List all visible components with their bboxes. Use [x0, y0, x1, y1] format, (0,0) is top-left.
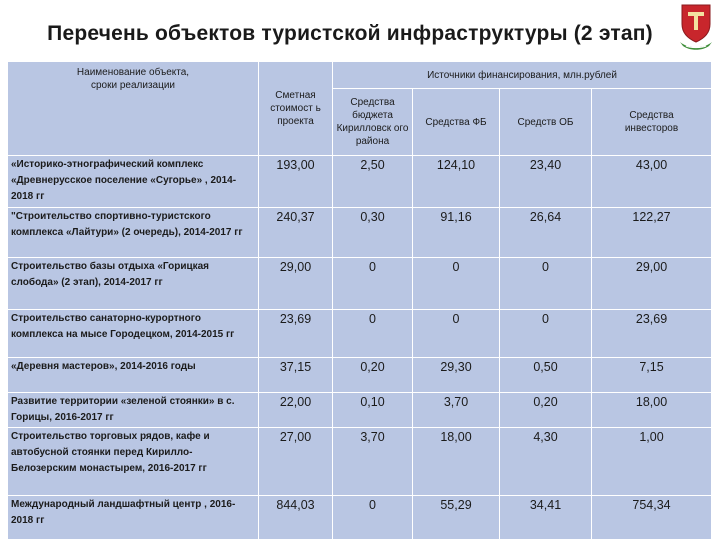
fb-value: 18,00: [413, 428, 500, 496]
table-row: [8, 208, 712, 258]
infrastructure-table: [6, 60, 712, 540]
object-name: Международный ландшафтный центр , 2016-2018 гг: [8, 496, 259, 550]
estimate-value: 193,00: [259, 156, 333, 208]
estimate-value: 22,00: [259, 393, 333, 428]
ob-value: 26,64: [500, 208, 592, 258]
object-name: Строительство санаторно-курортного комплекса на мысе Городецком, 2014-2015 гг: [8, 310, 259, 358]
header-district-budget: Средства бюджета Кирилловск ого района: [333, 89, 413, 156]
investors-value: 122,27: [592, 208, 712, 258]
object-name: «Историко-этнографический комплекс «Древнерусское поселение «Сугорье» , 2014-2018 гг: [8, 156, 259, 208]
object-name: "Строительство спортивно-туристского комплекса «Лайтури» (2 очередь), 2014-2017 гг: [8, 208, 259, 258]
ob-value: 4,30: [500, 428, 592, 496]
page-title: Перечень объектов туристской инфраструктуры (2 этап): [47, 22, 653, 45]
ob-value: 0,20: [500, 393, 592, 428]
coat-of-arms-icon: [676, 2, 716, 52]
table-row: [8, 310, 712, 358]
header-regional-budget: Средств ОБ: [500, 89, 592, 156]
district-value: 0,10: [333, 393, 413, 428]
object-name: Развитие территории «зеленой стоянки» в с. Горицы, 2016-2017 гг: [8, 393, 259, 428]
header-estimate: Сметная стоимост ь проекта: [259, 62, 333, 156]
investors-value: 29,00: [592, 258, 712, 310]
investors-value: 18,00: [592, 393, 712, 428]
object-name: «Деревня мастеров», 2014-2016 годы: [8, 358, 259, 393]
table-row: [8, 428, 712, 496]
district-value: 3,70: [333, 428, 413, 496]
fb-value: 55,29: [413, 496, 500, 550]
investors-value: 23,69: [592, 310, 712, 358]
estimate-value: 27,00: [259, 428, 333, 496]
estimate-value: 37,15: [259, 358, 333, 393]
fb-value: 0: [413, 310, 500, 358]
ob-value: 34,41: [500, 496, 592, 550]
ob-value: 0: [500, 310, 592, 358]
table-row: [8, 358, 712, 393]
fb-value: 91,16: [413, 208, 500, 258]
table-row: [8, 156, 712, 208]
investors-value: 754,34: [592, 496, 712, 550]
investors-value: 43,00: [592, 156, 712, 208]
district-value: 0: [333, 310, 413, 358]
district-value: 2,50: [333, 156, 413, 208]
district-value: 0,20: [333, 358, 413, 393]
header-investors: Средства инвесторов: [592, 89, 712, 156]
investors-value: 1,00: [592, 428, 712, 496]
header-sources: Источники финансирования, млн.рублей: [333, 62, 712, 89]
table-row: [8, 258, 712, 310]
estimate-value: 844,03: [259, 496, 333, 550]
district-value: 0,30: [333, 208, 413, 258]
header-name: Наименование объекта, сроки реализации: [8, 62, 259, 156]
ob-value: 0,50: [500, 358, 592, 393]
district-value: 0: [333, 496, 413, 550]
ob-value: 23,40: [500, 156, 592, 208]
fb-value: 0: [413, 258, 500, 310]
fb-value: 124,10: [413, 156, 500, 208]
district-value: 0: [333, 258, 413, 310]
fb-value: 3,70: [413, 393, 500, 428]
table-row: [8, 496, 712, 550]
object-name: Строительство базы отдыха «Горицкая слобода» (2 этап), 2014-2017 гг: [8, 258, 259, 310]
investors-value: 7,15: [592, 358, 712, 393]
object-name: Строительство торговых рядов, кафе и автобусной стоянки перед Кирилло-Белозерским монастырем, 2016-2017 гг: [8, 428, 259, 496]
estimate-value: 29,00: [259, 258, 333, 310]
ob-value: 0: [500, 258, 592, 310]
table-row: [8, 393, 712, 428]
header-federal-budget: Средства ФБ: [413, 89, 500, 156]
fb-value: 29,30: [413, 358, 500, 393]
estimate-value: 23,69: [259, 310, 333, 358]
estimate-value: 240,37: [259, 208, 333, 258]
